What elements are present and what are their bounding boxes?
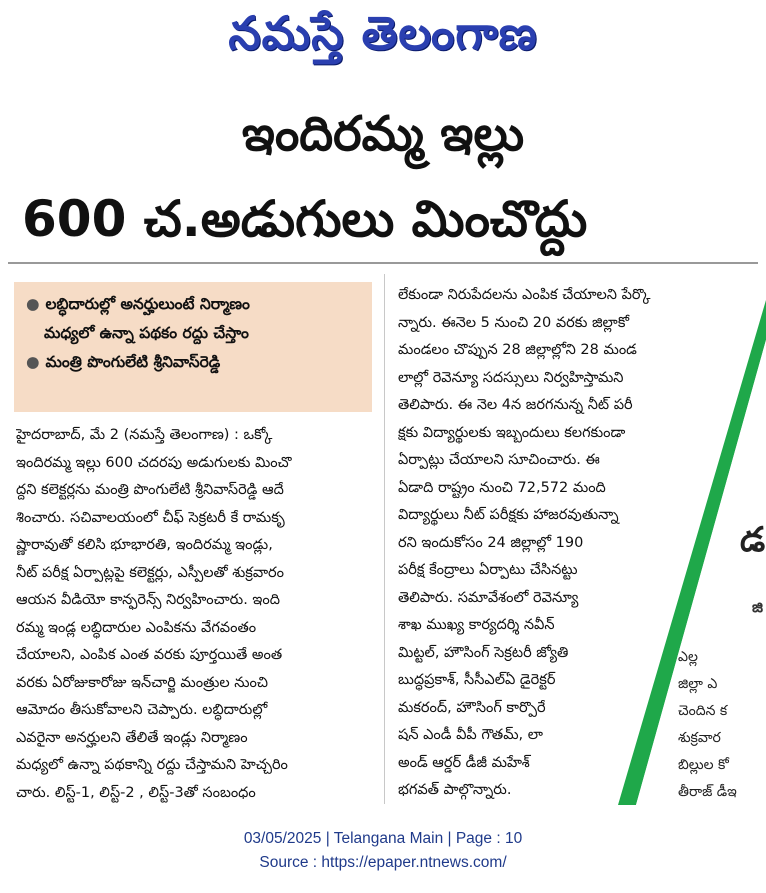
article-line: వరకు ఏరోజుకారోజు ఇన్‌చార్జి మంత్రుల నుంచి <box>16 674 268 691</box>
masthead <box>0 0 766 78</box>
article-line: బుద్ధప్రకాశ్, సీసీఎల్ఏ డైరెక్టర్ <box>398 672 556 688</box>
article-line: ఆమోదం తీసుకోవాలని చెప్పారు. లబ్ధిదారుల్లో <box>16 702 268 718</box>
summary-item: ● లబ్ధిదారుల్లో అనర్హులుంటే నిర్మాణం <box>26 295 250 313</box>
adjacent-line: తీరాజ్ డీఇ <box>678 784 737 800</box>
adjacent-line: శుక్రవార <box>678 730 721 746</box>
article-line: ష్ణారావుతో కలిసి భూభారతి, ఇందిరమ్మ ఇండ్లు, <box>16 537 273 553</box>
article-line: హైదరాబాద్, మే 2 (నమస్తే తెలంగాణ) : ఒక్కో <box>16 427 273 443</box>
column-divider <box>384 274 385 804</box>
adjacent-line: జిల్లా ఎ <box>678 676 718 692</box>
headline-line-2: 600 చ.అడుగులు మించొద్దు <box>22 190 588 248</box>
article-line: తెలిపారు. ఈ నెల 4న జరగనున్న నీట్ పరీ <box>398 397 633 413</box>
adjacent-line: ఎల్ల <box>678 649 698 665</box>
article-line: ఇందిరమ్మ ఇల్లు 600 చదరపు అడుగులకు మించొ <box>16 454 292 471</box>
adjacent-article-fragment <box>678 644 766 812</box>
article-column-left <box>16 422 372 807</box>
article-line: తెలిపారు. సమావేశంలో రెవెన్యూ <box>398 589 579 606</box>
adjacent-line: చెందిన క <box>678 703 728 719</box>
article-line: ద్దని కలెక్టర్లను మంత్రి పొంగులేటి శ్రీనివాస్‌రెడ్డి ఆదే <box>16 482 284 498</box>
bullet-icon: ● <box>26 295 40 313</box>
article-line: న్నారు. ఈనెల 5 నుంచి 20 వరకు జిల్లాకో <box>398 314 630 331</box>
article-line: చేయాలని, ఎంపిక ఎంత వరకు పూర్తయితే అంత <box>16 647 283 663</box>
article-line: మధ్యలో ఉన్నా పథకాన్ని రద్దు చేస్తామని హెచ్చరిం <box>16 757 288 773</box>
adjacent-headline-fragment: డ <box>740 520 766 560</box>
article-line: ఏడాది రాష్ట్రం నుంచి 72,572 మంది <box>398 479 606 496</box>
article-line: మకరంద్, హౌసింగ్ కార్పొరే <box>398 699 546 716</box>
masthead-title: నమస్తే తెలంగాణ <box>228 6 538 60</box>
article-line: ఏర్పాట్లు చేయాలని సూచించారు. ఈ <box>398 452 600 468</box>
article-line: లాల్లో రెవెన్యూ సదస్సులు నిర్వహిస్తామని <box>398 369 624 386</box>
article-line: లేకుండా నిరుపేదలను ఎంపిక చేయాలని పేర్కొ <box>398 287 651 303</box>
article-line: మిట్టల్, హౌసింగ్ సెక్రటరీ జ్యోతి <box>398 644 569 661</box>
headline-line-1: ఇందిరమ్మ ఇల్లు <box>241 106 525 162</box>
footer-date-line: 03/05/2025 | Telangana Main | Page : 10 <box>243 830 523 847</box>
summary-box <box>14 282 372 412</box>
article-line: అండ్ ఆర్డర్ డీజీ మహేశ్ <box>398 754 530 771</box>
article-line: చారు. లిస్ట్-1, లిస్ట్-2 , లిస్ట్-3తో సంబంధం <box>16 784 256 801</box>
article-line: విద్యార్థులు నీట్ పరీక్షకు హాజరవుతున్నా <box>398 507 619 523</box>
article-line: శించారు. సచివాలయంలో చీఫ్ సెక్రటరీ కే రామకృ <box>16 509 285 526</box>
adjacent-subhead-fragment: జి <box>752 598 763 616</box>
article-line: భగవత్ పాల్గొన్నారు. <box>398 782 512 798</box>
article-line: రని ఇందుకోసం 24 జిల్లాల్లో 190 <box>398 534 584 551</box>
headline-rule <box>8 262 758 264</box>
article-line: శాఖ ముఖ్య కార్యదర్శి నవీన్ <box>398 617 555 633</box>
article-line: రమ్మ ఇండ్ల లబ్ధిదారుల ఎంపికను వేగవంతం <box>16 619 257 636</box>
article-line: మండలం చొప్పున 28 జిల్లాల్లోని 28 మండ <box>398 342 637 358</box>
article-line: క్షకు విద్యార్థులకు ఇబ్బందులు కలగకుండా <box>398 424 626 441</box>
bullet-icon: ● <box>26 353 40 371</box>
article-line: ఆయన వీడియో కాన్ఫరెన్స్ నిర్వహించారు. ఇంది <box>16 592 280 608</box>
adjacent-line: బిల్లుల కో <box>678 757 729 773</box>
article-line: ఎవరైనా అనర్హులని తేలితే ఇండ్లు నిర్మాణం <box>16 729 248 746</box>
article-line: నీట్ పరీక్ష ఏర్పాట్లపై కలెక్టర్లు, ఎస్పీలతో శుక్రవారం <box>16 564 284 581</box>
summary-item: ● మంత్రి పొంగులేటి శ్రీనివాస్‌రెడ్డి <box>26 353 221 371</box>
article-line: షన్ ఎండీ వీపీ గౌతమ్, లా <box>398 727 543 743</box>
footer-source-line: Source : https://epaper.ntnews.com/ <box>259 854 507 871</box>
article-line: పరీక్ష కేంద్రాలు ఏర్పాటు చేసినట్టు <box>398 562 578 578</box>
summary-item: మధ్యలో ఉన్నా పథకం రద్దు చేస్తాం <box>44 324 249 342</box>
